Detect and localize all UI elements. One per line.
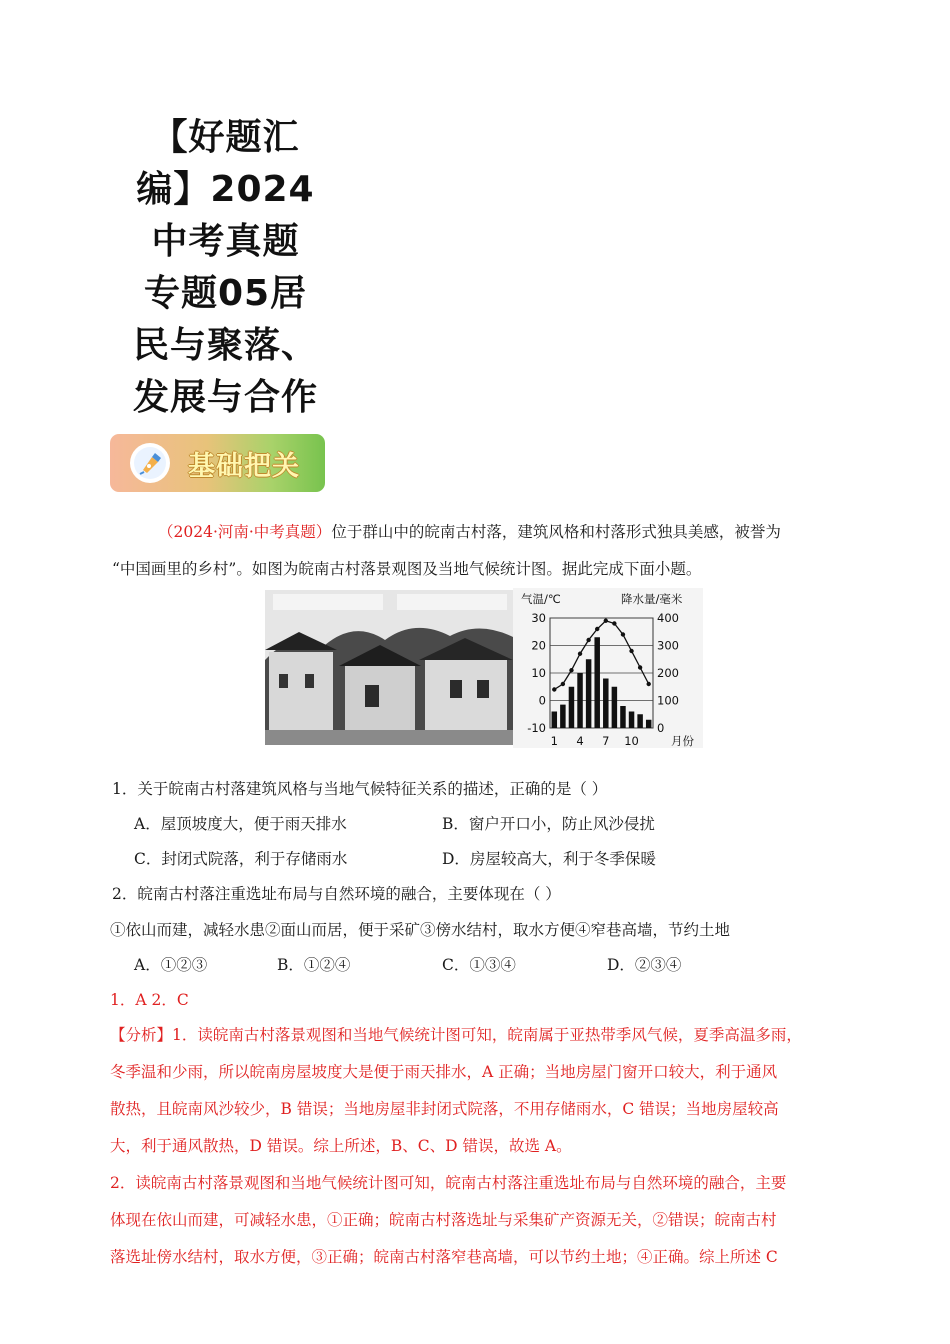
analysis-line: 2．读皖南古村落景观图和当地气候统计图可知，皖南古村落注重选址布局与自然环境的融合，主要 [110,1174,787,1192]
title-line: 编】2024 [136,169,315,210]
answer-line: 1．A 2．C [110,991,189,1009]
q1-stem: 1．关于皖南古村落建筑风格与当地气候特征关系的描述，正确的是（ ） [112,780,608,798]
q1-option-d: D．房屋较高大，利于冬季保暖 [442,850,656,868]
village-photo [265,590,515,745]
right-tick-label: 300 [657,638,679,653]
analysis-line: 体现在依山而建，可减轻水患，①正确；皖南古村落选址与采集矿产资源无关，②错误；皖南古村 [110,1211,777,1229]
analysis-line: 落选址傍水结村，取水方便，③正确；皖南古村落窄巷高墙，可以节约土地；④正确。综上所述 C [110,1248,778,1266]
intro-line-2: “中国画里的乡村”。如图为皖南古村落景观图及当地气候统计图。据此完成下面小题。 [112,560,702,578]
q2-stem: 2．皖南古村落注重选址布局与自然环境的融合，主要体现在（ ） [112,885,561,903]
title-line: 专题05居 [143,273,308,314]
right-axis-label: 降水量/毫米 [621,592,683,606]
left-tick-label: 30 [531,611,546,625]
q2-option-b: B．①②④ [277,956,351,974]
temperature-point [552,687,556,691]
temperature-point [595,627,599,631]
page-title [118,112,333,424]
temperature-point [638,665,642,669]
right-tick-label: 0 [657,721,665,735]
q2-option-c: C．①③④ [442,956,516,974]
left-axis-label: 气温/℃ [521,592,561,606]
q2-option-d: D．②③④ [607,956,682,974]
climate-chart [513,588,703,748]
title-line: 发展与合作 [132,377,318,418]
analysis-line: 冬季温和少雨，所以皖南房屋坡度大是便于雨天排水，A 正确；当地房屋门窗开口较大，利于通风 [110,1063,778,1081]
left-tick-label: 20 [531,638,546,653]
q1-option-b: B．窗户开口小，防止风沙侵扰 [442,815,655,833]
x-tick-label: 10 [624,734,639,748]
temperature-point [569,668,573,672]
precipitation-bar [552,712,557,729]
precipitation-bar [560,705,565,728]
title-line: 中考真题 [151,221,300,262]
left-tick-label: 0 [538,693,546,708]
left-tick-label: 10 [531,666,546,680]
q2-statements: ①依山而建，减轻水患②面山而居，便于采矿③傍水结村，取水方便④窄巷高墙，节约土地 [110,921,731,939]
intro-text: 位于群山中的皖南古村落，建筑风格和村落形式独具美感，被誉为 [331,523,781,541]
q1-option-c: C．封闭式院落，利于存储雨水 [134,850,348,868]
precipitation-bar [586,659,591,728]
temperature-point [647,682,651,686]
analysis-line: 【分析】1．读皖南古村落景观图和当地气候统计图可知，皖南属于亚热带季风气候，夏季高温多雨， [110,1026,802,1044]
right-tick-label: 100 [657,693,679,708]
question-source: （2024·河南·中考真题） [158,523,332,541]
precipitation-bar [569,687,574,728]
temperature-point [621,632,625,636]
x-axis-label: 月份 [671,734,694,748]
precipitation-bar [620,706,625,728]
right-tick-label: 400 [657,611,679,625]
section-badge [110,434,325,492]
precipitation-bar [646,720,651,728]
left-tick-label: -10 [527,721,546,735]
q2-option-a: A．①②③ [134,956,208,974]
precipitation-bar [594,637,599,728]
temperature-point [586,638,590,642]
temperature-point [629,649,633,653]
title-line: 民与聚落、 [132,325,318,366]
analysis-line: 大，利于通风散热，D 错误。综上所述，B、C、D 错误，故选 A。 [110,1137,572,1155]
precipitation-bar [629,712,634,729]
q1-option-a: A．屋顶坡度大，便于雨天排水 [134,815,347,833]
badge-label: 基础把关 [188,451,300,482]
intro-line-1 [158,520,781,542]
temperature-point [578,652,582,656]
x-tick-label: 1 [550,734,558,748]
analysis-line: 散热，且皖南风沙较少，B 错误；当地房屋非封闭式院落，不用存储雨水，C 错误；当地房屋较高 [110,1100,779,1118]
temperature-point [561,682,565,686]
pen-nib-icon [130,443,170,483]
temperature-point [612,621,616,625]
x-tick-label: 4 [576,734,584,748]
precipitation-bar [603,679,608,729]
precipitation-bar [612,687,617,728]
x-tick-label: 7 [602,734,610,748]
title-line: 【好题汇 [151,117,300,158]
precipitation-bar [637,714,642,728]
precipitation-bar [577,673,582,728]
temperature-point [604,619,608,623]
right-tick-label: 200 [657,666,679,680]
